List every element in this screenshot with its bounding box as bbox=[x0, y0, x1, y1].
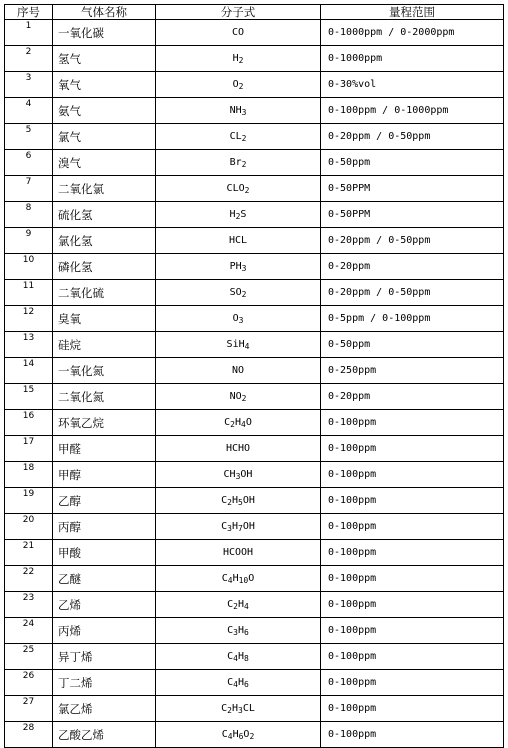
formula-subscript: 6 bbox=[238, 732, 244, 741]
row-index: 20 bbox=[5, 514, 53, 540]
formula-subscript: 3 bbox=[227, 524, 232, 533]
row-index: 1 bbox=[5, 20, 53, 46]
measurement-range: 0-100ppm bbox=[321, 644, 504, 670]
measurement-range: 0-100ppm bbox=[321, 592, 504, 618]
row-index: 11 bbox=[5, 280, 53, 306]
formula-element: H bbox=[231, 521, 238, 532]
molecular-formula bbox=[156, 514, 321, 540]
measurement-range: 0-50ppm bbox=[321, 150, 504, 176]
row-index: 16 bbox=[5, 410, 53, 436]
molecular-formula bbox=[156, 592, 321, 618]
formula-element: S bbox=[240, 209, 247, 220]
gas-name: 甲醛 bbox=[53, 436, 156, 462]
molecular-formula bbox=[156, 670, 321, 696]
table-row bbox=[5, 540, 504, 566]
row-index: 27 bbox=[5, 696, 53, 722]
formula-subscript: 4 bbox=[241, 420, 246, 429]
formula-element: C bbox=[224, 417, 231, 428]
table-row bbox=[5, 46, 504, 72]
row-index: 9 bbox=[5, 228, 53, 254]
formula-subscript: 2 bbox=[241, 134, 247, 143]
measurement-range: 0-1000ppm / 0-2000ppm bbox=[321, 20, 504, 46]
header-index: 序号 bbox=[5, 5, 53, 20]
table-row bbox=[5, 306, 504, 332]
formula-element: CO bbox=[231, 27, 245, 38]
formula-element: H bbox=[231, 703, 238, 714]
molecular-formula bbox=[156, 202, 321, 228]
formula-element: CLO bbox=[226, 183, 245, 194]
formula-element: H bbox=[238, 651, 245, 662]
formula-element: H bbox=[232, 573, 239, 584]
measurement-range: 0-20ppm / 0-50ppm bbox=[321, 280, 504, 306]
table-row bbox=[5, 514, 504, 540]
row-index: 6 bbox=[5, 150, 53, 176]
gas-name: 氢气 bbox=[53, 46, 156, 72]
gas-name: 溴气 bbox=[53, 150, 156, 176]
row-index: 17 bbox=[5, 436, 53, 462]
table-row bbox=[5, 124, 504, 150]
row-index: 2 bbox=[5, 46, 53, 72]
measurement-range: 0-50ppm bbox=[321, 332, 504, 358]
molecular-formula bbox=[156, 436, 321, 462]
gas-name: 甲酸 bbox=[53, 540, 156, 566]
gas-name: 二氧化氮 bbox=[53, 384, 156, 410]
formula-subscript: 3 bbox=[235, 472, 241, 481]
formula-element: H bbox=[238, 625, 245, 636]
formula-element: SO bbox=[229, 287, 242, 298]
gas-name: 臭氧 bbox=[53, 306, 156, 332]
gas-name: 乙酸乙烯 bbox=[53, 722, 156, 748]
row-index: 19 bbox=[5, 488, 53, 514]
formula-subscript: 2 bbox=[241, 290, 247, 299]
formula-element: C bbox=[227, 625, 234, 636]
gas-range-table bbox=[4, 4, 504, 748]
formula-element: OH bbox=[242, 495, 255, 506]
formula-element: C bbox=[221, 521, 228, 532]
formula-subscript: 2 bbox=[227, 706, 232, 715]
formula-subscript: 4 bbox=[244, 342, 250, 351]
molecular-formula bbox=[156, 618, 321, 644]
measurement-range: 0-100ppm bbox=[321, 696, 504, 722]
formula-subscript: 3 bbox=[241, 108, 247, 117]
molecular-formula bbox=[156, 384, 321, 410]
measurement-range: 0-5ppm / 0-100ppm bbox=[321, 306, 504, 332]
table-row bbox=[5, 384, 504, 410]
row-index: 18 bbox=[5, 462, 53, 488]
formula-subscript: 2 bbox=[230, 420, 235, 429]
table-body bbox=[5, 20, 504, 748]
measurement-range: 0-100ppm bbox=[321, 618, 504, 644]
formula-element: H bbox=[238, 599, 245, 610]
table-row bbox=[5, 20, 504, 46]
molecular-formula bbox=[156, 46, 321, 72]
measurement-range: 0-20ppm bbox=[321, 254, 504, 280]
molecular-formula bbox=[156, 644, 321, 670]
molecular-formula bbox=[156, 280, 321, 306]
measurement-range: 0-100ppm bbox=[321, 488, 504, 514]
table-row bbox=[5, 72, 504, 98]
formula-element: H bbox=[229, 209, 236, 220]
table-row bbox=[5, 644, 504, 670]
molecular-formula bbox=[156, 358, 321, 384]
row-index: 23 bbox=[5, 592, 53, 618]
row-index: 25 bbox=[5, 644, 53, 670]
gas-name: 二氧化氯 bbox=[53, 176, 156, 202]
formula-subscript: 2 bbox=[235, 212, 241, 221]
formula-element: H bbox=[232, 729, 239, 740]
row-index: 13 bbox=[5, 332, 53, 358]
formula-subscript: 7 bbox=[238, 524, 243, 533]
gas-name: 氧气 bbox=[53, 72, 156, 98]
formula-element: C bbox=[221, 729, 228, 740]
row-index: 5 bbox=[5, 124, 53, 150]
formula-element: H bbox=[231, 495, 238, 506]
formula-subscript: 2 bbox=[241, 160, 247, 169]
table-row bbox=[5, 202, 504, 228]
formula-subscript: 3 bbox=[241, 264, 247, 273]
measurement-range: 0-250ppm bbox=[321, 358, 504, 384]
row-index: 28 bbox=[5, 722, 53, 748]
table-row bbox=[5, 488, 504, 514]
molecular-formula bbox=[156, 488, 321, 514]
measurement-range: 0-100ppm / 0-1000ppm bbox=[321, 98, 504, 124]
formula-subscript: 4 bbox=[227, 732, 233, 741]
molecular-formula bbox=[156, 332, 321, 358]
molecular-formula bbox=[156, 150, 321, 176]
formula-subscript: 4 bbox=[233, 654, 238, 663]
table-row bbox=[5, 228, 504, 254]
formula-element: O bbox=[243, 729, 250, 740]
measurement-range: 0-100ppm bbox=[321, 540, 504, 566]
measurement-range: 0-100ppm bbox=[321, 722, 504, 748]
formula-subscript: 4 bbox=[233, 680, 238, 689]
row-index: 24 bbox=[5, 618, 53, 644]
gas-name: 异丁烯 bbox=[53, 644, 156, 670]
formula-element: HCL bbox=[228, 235, 248, 246]
gas-name: 丙醇 bbox=[53, 514, 156, 540]
table-row bbox=[5, 254, 504, 280]
formula-element: Br bbox=[229, 157, 242, 168]
row-index: 8 bbox=[5, 202, 53, 228]
molecular-formula bbox=[156, 462, 321, 488]
row-index: 26 bbox=[5, 670, 53, 696]
formula-element: C bbox=[221, 573, 228, 584]
gas-name: 甲醇 bbox=[53, 462, 156, 488]
molecular-formula bbox=[156, 540, 321, 566]
row-index: 10 bbox=[5, 254, 53, 280]
gas-name: 氯乙烯 bbox=[53, 696, 156, 722]
formula-element: C bbox=[227, 651, 234, 662]
gas-name: 丁二烯 bbox=[53, 670, 156, 696]
formula-subscript: 10 bbox=[238, 576, 249, 585]
formula-element: H bbox=[232, 53, 239, 64]
measurement-range: 0-100ppm bbox=[321, 436, 504, 462]
row-index: 14 bbox=[5, 358, 53, 384]
formula-element: O bbox=[245, 417, 252, 428]
gas-name: 丙烯 bbox=[53, 618, 156, 644]
formula-subscript: 3 bbox=[238, 706, 243, 715]
measurement-range: 0-100ppm bbox=[321, 462, 504, 488]
formula-element: OH bbox=[240, 469, 253, 480]
gas-name: 磷化氢 bbox=[53, 254, 156, 280]
gas-name: 氨气 bbox=[53, 98, 156, 124]
formula-element: CL bbox=[242, 703, 255, 714]
formula-element: O bbox=[248, 573, 255, 584]
formula-subscript: 6 bbox=[244, 628, 249, 637]
gas-name: 二氧化硫 bbox=[53, 280, 156, 306]
formula-subscript: 3 bbox=[233, 628, 238, 637]
formula-element: O bbox=[232, 313, 239, 324]
molecular-formula bbox=[156, 124, 321, 150]
measurement-range: 0-20ppm / 0-50ppm bbox=[321, 228, 504, 254]
table-row bbox=[5, 566, 504, 592]
formula-subscript: 4 bbox=[227, 576, 233, 585]
formula-subscript: 2 bbox=[244, 186, 250, 195]
table-row bbox=[5, 332, 504, 358]
formula-element: O bbox=[232, 79, 239, 90]
formula-element: HCHO bbox=[225, 443, 251, 454]
measurement-range: 0-1000ppm bbox=[321, 46, 504, 72]
formula-subscript: 2 bbox=[249, 732, 255, 741]
molecular-formula bbox=[156, 98, 321, 124]
formula-element: CH bbox=[223, 469, 236, 480]
formula-element: C bbox=[227, 599, 234, 610]
formula-subscript: 3 bbox=[238, 316, 244, 325]
formula-subscript: 2 bbox=[238, 82, 244, 91]
gas-name: 氯化氢 bbox=[53, 228, 156, 254]
measurement-range: 0-100ppm bbox=[321, 566, 504, 592]
table-row bbox=[5, 176, 504, 202]
header-formula: 分子式 bbox=[156, 5, 321, 20]
header-range: 量程范围 bbox=[321, 5, 504, 20]
formula-subscript: 2 bbox=[233, 602, 238, 611]
molecular-formula bbox=[156, 566, 321, 592]
row-index: 12 bbox=[5, 306, 53, 332]
table-row bbox=[5, 436, 504, 462]
formula-subscript: 4 bbox=[244, 602, 249, 611]
molecular-formula bbox=[156, 228, 321, 254]
header-gas-name: 气体名称 bbox=[53, 5, 156, 20]
formula-element: NO bbox=[229, 391, 242, 402]
measurement-range: 0-20ppm bbox=[321, 384, 504, 410]
row-index: 15 bbox=[5, 384, 53, 410]
molecular-formula bbox=[156, 410, 321, 436]
molecular-formula bbox=[156, 176, 321, 202]
gas-name: 乙醇 bbox=[53, 488, 156, 514]
formula-subscript: 2 bbox=[238, 56, 244, 65]
gas-name: 乙烯 bbox=[53, 592, 156, 618]
formula-element: HCOOH bbox=[222, 547, 254, 558]
gas-name: 乙醚 bbox=[53, 566, 156, 592]
formula-subscript: 5 bbox=[238, 498, 243, 507]
formula-element: H bbox=[238, 677, 245, 688]
gas-name: 氯气 bbox=[53, 124, 156, 150]
formula-subscript: 8 bbox=[244, 654, 249, 663]
molecular-formula bbox=[156, 254, 321, 280]
table-header-row bbox=[5, 5, 504, 20]
gas-name: 一氧化氮 bbox=[53, 358, 156, 384]
molecular-formula bbox=[156, 72, 321, 98]
formula-element: PH bbox=[229, 261, 242, 272]
gas-name: 一氧化碳 bbox=[53, 20, 156, 46]
molecular-formula bbox=[156, 696, 321, 722]
row-index: 3 bbox=[5, 72, 53, 98]
gas-name: 环氧乙烷 bbox=[53, 410, 156, 436]
row-index: 7 bbox=[5, 176, 53, 202]
gas-name: 硫化氢 bbox=[53, 202, 156, 228]
measurement-range: 0-100ppm bbox=[321, 514, 504, 540]
formula-element: CL bbox=[229, 131, 242, 142]
table-row bbox=[5, 592, 504, 618]
formula-subscript: 2 bbox=[241, 394, 247, 403]
table-row bbox=[5, 280, 504, 306]
formula-element: C bbox=[221, 495, 228, 506]
table-row bbox=[5, 358, 504, 384]
measurement-range: 0-50PPM bbox=[321, 202, 504, 228]
formula-element: C bbox=[221, 703, 228, 714]
table-row bbox=[5, 410, 504, 436]
formula-element: H bbox=[234, 417, 242, 428]
row-index: 21 bbox=[5, 540, 53, 566]
formula-element: NH bbox=[229, 105, 242, 116]
table-row bbox=[5, 696, 504, 722]
table-row bbox=[5, 618, 504, 644]
row-index: 22 bbox=[5, 566, 53, 592]
table-row bbox=[5, 670, 504, 696]
formula-element: NO bbox=[231, 365, 245, 376]
formula-subscript: 2 bbox=[227, 498, 232, 507]
row-index: 4 bbox=[5, 98, 53, 124]
table-row bbox=[5, 462, 504, 488]
table-row bbox=[5, 98, 504, 124]
formula-element: C bbox=[227, 677, 234, 688]
gas-name: 硅烷 bbox=[53, 332, 156, 358]
measurement-range: 0-30%vol bbox=[321, 72, 504, 98]
formula-element: OH bbox=[242, 521, 255, 532]
formula-element: SiH bbox=[226, 339, 245, 350]
measurement-range: 0-100ppm bbox=[321, 670, 504, 696]
measurement-range: 0-20ppm / 0-50ppm bbox=[321, 124, 504, 150]
formula-subscript: 6 bbox=[244, 680, 249, 689]
table-row bbox=[5, 150, 504, 176]
measurement-range: 0-50PPM bbox=[321, 176, 504, 202]
molecular-formula bbox=[156, 306, 321, 332]
molecular-formula bbox=[156, 20, 321, 46]
measurement-range: 0-100ppm bbox=[321, 410, 504, 436]
